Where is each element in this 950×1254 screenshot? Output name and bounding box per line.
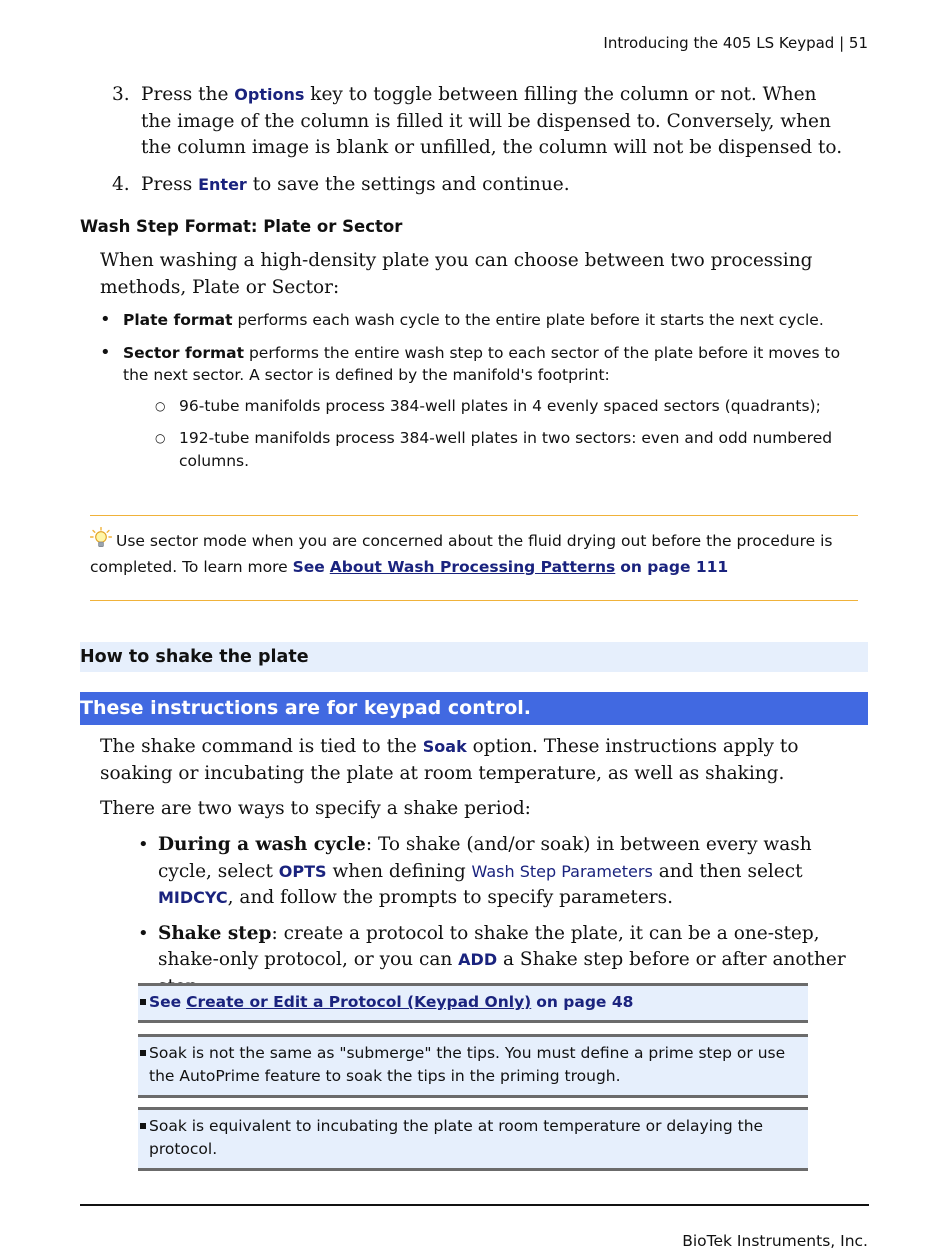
wash-format-intro: When washing a high-density plate you can choose between two processing methods, Plate or Sector:	[100, 250, 813, 298]
bullet-bold: Plate format	[123, 311, 233, 329]
wash-step-parameters-link[interactable]: Wash Step Parameters	[471, 861, 653, 881]
step-list	[112, 82, 852, 208]
enter-key: Enter	[198, 174, 247, 194]
bullet-plate-format	[100, 309, 870, 332]
section-heading-wash-format: Wash Step Format: Plate or Sector	[80, 217, 403, 236]
step-text	[141, 172, 852, 199]
tip-content	[90, 516, 858, 579]
step-text-post: to save the settings and continue.	[246, 173, 570, 195]
tip-box	[90, 515, 858, 601]
wash-format-bullets	[100, 309, 870, 482]
bullet-bold: Shake step	[158, 922, 272, 944]
shake-intro	[100, 734, 870, 787]
bullet-body: a Shake step before or after another	[502, 949, 846, 970]
bullet-text	[123, 309, 870, 332]
bullet-body: and then select	[652, 860, 803, 882]
shake-intro-post: option. These instructions apply to soaking or incubating the plate at room temperature, as well as shaking.	[100, 736, 799, 784]
about-wash-patterns-link[interactable]: About Wash Processing Patterns	[329, 558, 616, 576]
note-see: See	[149, 993, 182, 1011]
two-ways-text: There are two ways to specify a shake period:	[100, 798, 531, 819]
step-item	[112, 82, 852, 162]
note-soak-submerge	[138, 1034, 808, 1098]
tip-see: See	[292, 558, 325, 576]
add-key: ADD	[458, 950, 498, 969]
tip-text: Use sector mode when you are concerned about the fluid drying out before the procedure is completed. To learn more	[90, 532, 833, 576]
bullet-text	[123, 342, 870, 387]
keypad-control-banner: These instructions are for keypad control.	[80, 692, 868, 725]
step-number: 3.	[112, 84, 130, 105]
bullet-text	[158, 832, 858, 912]
note-text: Soak is equivalent to incubating the plate at room temperature or delaying the protocol.	[149, 1117, 764, 1158]
sub-bullet-96-tube	[155, 395, 870, 418]
midcyc-key: MIDCYC	[158, 888, 228, 907]
tip-page-ref: on page 111	[620, 558, 729, 576]
note-see-create-protocol	[138, 983, 808, 1023]
sub-bullet-text: 192-tube manifolds process 384-well plates in two sectors: even and odd numbered columns.	[179, 429, 833, 470]
footer-rule	[80, 1204, 869, 1206]
bullet-dot: •	[100, 341, 111, 363]
note-page-ref: on page 48	[536, 993, 634, 1011]
bullet-body: : create a protocol to shake the plate, it can be a one-step, shake-only protocol, or you can	[158, 922, 820, 970]
bullet-body: performs the entire wash step to each sector of the plate before it moves to the next sector. A sector is defined by the manifold's footprint:	[123, 343, 841, 384]
bullet-body: , and follow the prompts to specify parameters.	[227, 887, 673, 908]
opts-key: OPTS	[278, 861, 327, 881]
bullet-bold: During a wash cycle	[158, 834, 366, 855]
circle-bullet: ○	[155, 431, 166, 445]
sub-bullet-text: 96-tube manifolds process 384-well plates in 4 evenly spaced sectors (quadrants);	[179, 396, 821, 415]
create-edit-protocol-link[interactable]: Create or Edit a Protocol (Keypad Only)	[186, 993, 532, 1011]
bullet-bold: Sector format	[123, 343, 245, 362]
bullet-sector-format	[100, 342, 870, 387]
bullet-dot: •	[138, 922, 149, 944]
bullet-body: when defining	[326, 860, 472, 882]
lightbulb-icon	[90, 527, 112, 556]
step-text	[141, 82, 852, 162]
soak-key: Soak	[422, 737, 467, 756]
shake-intro-pre: The shake command is tied to the	[100, 736, 423, 757]
step-number: 4.	[112, 173, 130, 195]
bullet-during-wash-cycle	[138, 832, 858, 912]
step-text-pre: Press the	[141, 84, 235, 105]
options-key: Options	[234, 85, 305, 104]
circle-bullet: ○	[155, 398, 166, 413]
step-item	[112, 172, 852, 199]
sector-sub-bullets	[155, 395, 870, 473]
bullet-dot: •	[100, 309, 111, 330]
note-soak-incubating	[138, 1107, 808, 1171]
square-bullet	[140, 1123, 146, 1129]
step-text-pre: Press	[141, 173, 199, 195]
bullet-body: performs each wash cycle to the entire plate before it starts the next cycle.	[232, 311, 824, 329]
bullet-dot: •	[138, 834, 149, 855]
footer-company: BioTek Instruments, Inc.	[682, 1232, 868, 1250]
square-bullet	[140, 999, 146, 1005]
section-heading-shake: How to shake the plate	[80, 642, 868, 672]
bullet-body: : To shake (and/or soak) in between every wash cycle, select	[158, 834, 812, 882]
step-text-post: key to toggle between filling the column or not. When the image of the column is filled it will be dispensed to. Conversely, when the column image is blank or unfilled, the column will not be dispensed to.	[141, 84, 843, 158]
square-bullet	[140, 1050, 146, 1056]
sub-bullet-192-tube	[155, 427, 870, 472]
note-text: Soak is not the same as "submerge" the tips. You must define a prime step or use the AutoPrime feature to soak the tips in the priming trough.	[149, 1044, 786, 1085]
running-header: Introducing the 405 LS Keypad | 51	[603, 34, 868, 52]
